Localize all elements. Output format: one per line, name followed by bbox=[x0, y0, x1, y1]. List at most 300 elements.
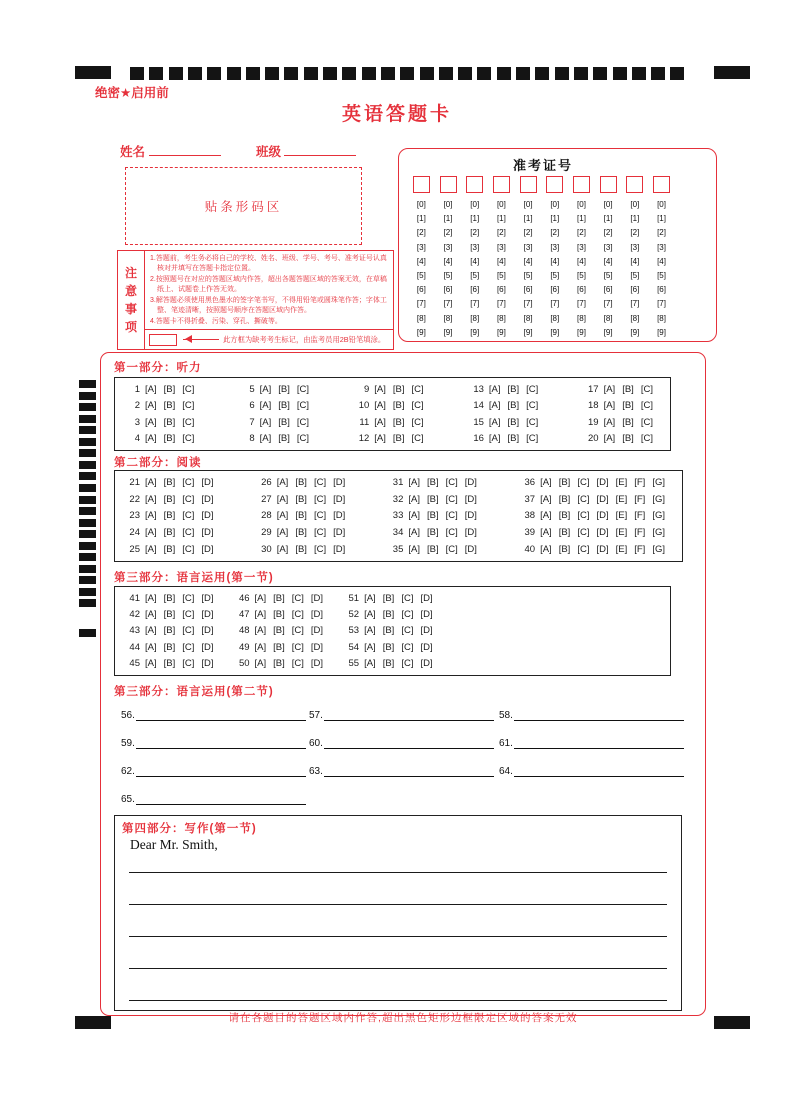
digit-bubble-1-5[interactable]: [5] bbox=[416, 271, 426, 281]
digit-bubble-6-8[interactable]: [8] bbox=[550, 313, 560, 323]
option-bubble-40-F[interactable]: [F] bbox=[634, 544, 646, 556]
option-bubble-45-C[interactable]: [C] bbox=[182, 658, 195, 670]
blank-answer-line-62[interactable] bbox=[136, 763, 306, 777]
option-bubble-31-D[interactable]: [D] bbox=[464, 476, 477, 488]
exam-number-write-box-3[interactable] bbox=[466, 176, 483, 193]
option-bubble-41-B[interactable]: [B] bbox=[163, 592, 176, 604]
digit-bubble-4-6[interactable]: [6] bbox=[496, 285, 506, 295]
option-bubble-12-C[interactable]: [C] bbox=[411, 433, 424, 445]
class-input-line[interactable] bbox=[284, 142, 356, 156]
option-bubble-26-D[interactable]: [D] bbox=[333, 476, 346, 488]
digit-bubble-6-6[interactable]: [6] bbox=[550, 285, 560, 295]
option-bubble-7-C[interactable]: [C] bbox=[296, 416, 310, 428]
option-bubble-9-B[interactable]: [B] bbox=[392, 383, 405, 395]
blank-answer-line-65[interactable] bbox=[136, 791, 306, 805]
option-bubble-42-C[interactable]: [C] bbox=[182, 609, 195, 621]
option-bubble-28-A[interactable]: [A] bbox=[276, 510, 289, 522]
option-bubble-38-A[interactable]: [A] bbox=[540, 510, 552, 522]
option-bubble-46-D[interactable]: [D] bbox=[310, 592, 324, 604]
digit-bubble-10-9[interactable]: [9] bbox=[657, 327, 666, 337]
digit-bubble-2-0[interactable]: [0] bbox=[443, 200, 453, 209]
option-bubble-24-B[interactable]: [B] bbox=[163, 527, 176, 539]
option-bubble-2-A[interactable]: [A] bbox=[145, 400, 157, 412]
option-bubble-31-A[interactable]: [A] bbox=[408, 476, 420, 488]
digit-bubble-9-6[interactable]: [6] bbox=[630, 285, 640, 295]
digit-bubble-2-6[interactable]: [6] bbox=[443, 285, 453, 295]
digit-bubble-10-1[interactable]: [1] bbox=[657, 214, 666, 224]
option-bubble-52-A[interactable]: [A] bbox=[364, 609, 376, 621]
digit-bubble-4-1[interactable]: [1] bbox=[496, 214, 506, 224]
option-bubble-33-C[interactable]: [C] bbox=[445, 510, 458, 522]
option-bubble-36-E[interactable]: [E] bbox=[615, 476, 628, 488]
digit-bubble-6-1[interactable]: [1] bbox=[550, 214, 560, 224]
option-bubble-14-B[interactable]: [B] bbox=[507, 400, 520, 412]
option-bubble-46-B[interactable]: [B] bbox=[273, 592, 285, 604]
blank-answer-line-57[interactable] bbox=[324, 707, 494, 721]
option-bubble-54-C[interactable]: [C] bbox=[401, 641, 414, 653]
digit-bubble-10-0[interactable]: [0] bbox=[657, 200, 666, 209]
option-bubble-21-C[interactable]: [C] bbox=[182, 476, 195, 488]
digit-bubble-7-0[interactable]: [0] bbox=[577, 200, 586, 209]
digit-bubble-3-9[interactable]: [9] bbox=[470, 327, 480, 337]
name-input-line[interactable] bbox=[149, 142, 221, 156]
option-bubble-11-C[interactable]: [C] bbox=[411, 416, 424, 428]
option-bubble-38-G[interactable]: [G] bbox=[652, 510, 665, 522]
digit-bubble-3-3[interactable]: [3] bbox=[470, 242, 480, 252]
option-bubble-7-B[interactable]: [B] bbox=[278, 416, 290, 428]
option-bubble-39-A[interactable]: [A] bbox=[540, 527, 552, 539]
digit-bubble-5-1[interactable]: [1] bbox=[523, 214, 533, 224]
exam-number-write-box-2[interactable] bbox=[440, 176, 457, 193]
option-bubble-15-A[interactable]: [A] bbox=[488, 416, 501, 428]
option-bubble-45-A[interactable]: [A] bbox=[145, 658, 157, 670]
digit-bubble-7-8[interactable]: [8] bbox=[577, 313, 586, 323]
option-bubble-19-C[interactable]: [C] bbox=[640, 416, 653, 428]
option-bubble-9-C[interactable]: [C] bbox=[411, 383, 424, 395]
option-bubble-31-B[interactable]: [B] bbox=[427, 476, 439, 488]
digit-bubble-8-7[interactable]: [7] bbox=[603, 299, 613, 309]
option-bubble-13-B[interactable]: [B] bbox=[507, 383, 520, 395]
option-bubble-26-B[interactable]: [B] bbox=[295, 476, 307, 488]
option-bubble-8-B[interactable]: [B] bbox=[278, 433, 290, 445]
blank-answer-line-64[interactable] bbox=[514, 763, 684, 777]
option-bubble-22-C[interactable]: [C] bbox=[182, 493, 195, 505]
digit-bubble-2-5[interactable]: [5] bbox=[443, 271, 453, 281]
digit-bubble-5-4[interactable]: [4] bbox=[523, 256, 533, 266]
option-bubble-7-A[interactable]: [A] bbox=[259, 416, 272, 428]
option-bubble-17-B[interactable]: [B] bbox=[622, 383, 634, 395]
absent-marker-box[interactable] bbox=[149, 334, 177, 346]
option-bubble-3-B[interactable]: [B] bbox=[163, 416, 176, 428]
option-bubble-40-G[interactable]: [G] bbox=[652, 544, 665, 556]
option-bubble-32-A[interactable]: [A] bbox=[408, 493, 420, 505]
option-bubble-39-E[interactable]: [E] bbox=[615, 527, 628, 539]
option-bubble-14-A[interactable]: [A] bbox=[488, 400, 501, 412]
option-bubble-54-A[interactable]: [A] bbox=[364, 641, 376, 653]
option-bubble-25-D[interactable]: [D] bbox=[201, 544, 214, 556]
digit-bubble-10-3[interactable]: [3] bbox=[657, 242, 666, 252]
option-bubble-25-C[interactable]: [C] bbox=[182, 544, 195, 556]
option-bubble-40-C[interactable]: [C] bbox=[577, 544, 590, 556]
option-bubble-8-A[interactable]: [A] bbox=[259, 433, 272, 445]
option-bubble-11-A[interactable]: [A] bbox=[374, 416, 386, 428]
digit-bubble-1-2[interactable]: [2] bbox=[416, 228, 426, 238]
option-bubble-32-D[interactable]: [D] bbox=[464, 493, 477, 505]
option-bubble-31-C[interactable]: [C] bbox=[445, 476, 458, 488]
digit-bubble-5-2[interactable]: [2] bbox=[523, 228, 533, 238]
option-bubble-29-B[interactable]: [B] bbox=[295, 527, 307, 539]
option-bubble-27-A[interactable]: [A] bbox=[276, 493, 289, 505]
option-bubble-38-F[interactable]: [F] bbox=[634, 510, 646, 522]
digit-bubble-10-7[interactable]: [7] bbox=[657, 299, 666, 309]
option-bubble-55-A[interactable]: [A] bbox=[364, 658, 376, 670]
option-bubble-45-B[interactable]: [B] bbox=[163, 658, 176, 670]
option-bubble-22-B[interactable]: [B] bbox=[163, 493, 176, 505]
option-bubble-16-C[interactable]: [C] bbox=[526, 433, 539, 445]
option-bubble-5-B[interactable]: [B] bbox=[278, 383, 290, 395]
exam-number-write-box-6[interactable] bbox=[546, 176, 563, 193]
option-bubble-44-A[interactable]: [A] bbox=[145, 641, 157, 653]
digit-bubble-10-2[interactable]: [2] bbox=[657, 228, 666, 238]
digit-bubble-1-9[interactable]: [9] bbox=[416, 327, 426, 337]
option-bubble-27-B[interactable]: [B] bbox=[295, 493, 307, 505]
option-bubble-25-B[interactable]: [B] bbox=[163, 544, 176, 556]
option-bubble-36-G[interactable]: [G] bbox=[652, 476, 665, 488]
option-bubble-9-A[interactable]: [A] bbox=[374, 383, 386, 395]
digit-bubble-3-6[interactable]: [6] bbox=[470, 285, 480, 295]
digit-bubble-6-2[interactable]: [2] bbox=[550, 228, 560, 238]
option-bubble-28-C[interactable]: [C] bbox=[313, 510, 327, 522]
option-bubble-28-D[interactable]: [D] bbox=[333, 510, 346, 522]
option-bubble-4-A[interactable]: [A] bbox=[145, 433, 157, 445]
writing-line-5[interactable] bbox=[129, 1000, 667, 1001]
option-bubble-37-D[interactable]: [D] bbox=[596, 493, 609, 505]
blank-answer-line-59[interactable] bbox=[136, 735, 306, 749]
option-bubble-26-C[interactable]: [C] bbox=[313, 476, 327, 488]
option-bubble-40-D[interactable]: [D] bbox=[596, 544, 609, 556]
option-bubble-29-D[interactable]: [D] bbox=[333, 527, 346, 539]
option-bubble-10-B[interactable]: [B] bbox=[392, 400, 405, 412]
option-bubble-30-D[interactable]: [D] bbox=[333, 544, 346, 556]
digit-bubble-1-8[interactable]: [8] bbox=[416, 313, 426, 323]
option-bubble-6-C[interactable]: [C] bbox=[296, 400, 310, 412]
option-bubble-38-E[interactable]: [E] bbox=[615, 510, 628, 522]
option-bubble-23-B[interactable]: [B] bbox=[163, 510, 176, 522]
option-bubble-52-D[interactable]: [D] bbox=[420, 609, 433, 621]
exam-number-write-box-4[interactable] bbox=[493, 176, 510, 193]
option-bubble-36-F[interactable]: [F] bbox=[634, 476, 646, 488]
option-bubble-43-D[interactable]: [D] bbox=[201, 625, 214, 637]
option-bubble-52-C[interactable]: [C] bbox=[401, 609, 414, 621]
option-bubble-44-B[interactable]: [B] bbox=[163, 641, 176, 653]
option-bubble-33-D[interactable]: [D] bbox=[464, 510, 477, 522]
option-bubble-54-B[interactable]: [B] bbox=[382, 641, 395, 653]
option-bubble-42-B[interactable]: [B] bbox=[163, 609, 176, 621]
option-bubble-10-C[interactable]: [C] bbox=[411, 400, 424, 412]
option-bubble-37-G[interactable]: [G] bbox=[652, 493, 665, 505]
digit-bubble-1-6[interactable]: [6] bbox=[416, 285, 426, 295]
digit-bubble-8-1[interactable]: [1] bbox=[603, 214, 613, 224]
option-bubble-46-A[interactable]: [A] bbox=[254, 592, 267, 604]
option-bubble-46-C[interactable]: [C] bbox=[291, 592, 304, 604]
option-bubble-39-B[interactable]: [B] bbox=[558, 527, 571, 539]
option-bubble-18-C[interactable]: [C] bbox=[640, 400, 653, 412]
digit-bubble-1-4[interactable]: [4] bbox=[416, 256, 426, 266]
option-bubble-3-A[interactable]: [A] bbox=[145, 416, 157, 428]
option-bubble-34-C[interactable]: [C] bbox=[445, 527, 458, 539]
option-bubble-41-D[interactable]: [D] bbox=[201, 592, 214, 604]
digit-bubble-9-9[interactable]: [9] bbox=[630, 327, 640, 337]
option-bubble-41-C[interactable]: [C] bbox=[182, 592, 195, 604]
option-bubble-19-B[interactable]: [B] bbox=[622, 416, 634, 428]
exam-number-write-box-5[interactable] bbox=[520, 176, 537, 193]
digit-bubble-2-3[interactable]: [3] bbox=[443, 242, 453, 252]
digit-bubble-7-2[interactable]: [2] bbox=[577, 228, 586, 238]
option-bubble-44-C[interactable]: [C] bbox=[182, 641, 195, 653]
option-bubble-20-C[interactable]: [C] bbox=[640, 433, 653, 445]
option-bubble-20-B[interactable]: [B] bbox=[622, 433, 634, 445]
option-bubble-39-D[interactable]: [D] bbox=[596, 527, 609, 539]
option-bubble-37-A[interactable]: [A] bbox=[540, 493, 552, 505]
option-bubble-4-B[interactable]: [B] bbox=[163, 433, 176, 445]
digit-bubble-5-9[interactable]: [9] bbox=[523, 327, 533, 337]
option-bubble-37-F[interactable]: [F] bbox=[634, 493, 646, 505]
option-bubble-35-A[interactable]: [A] bbox=[408, 544, 420, 556]
digit-bubble-6-3[interactable]: [3] bbox=[550, 242, 560, 252]
digit-bubble-7-5[interactable]: [5] bbox=[577, 271, 586, 281]
option-bubble-26-A[interactable]: [A] bbox=[276, 476, 289, 488]
option-bubble-44-D[interactable]: [D] bbox=[201, 641, 214, 653]
option-bubble-35-B[interactable]: [B] bbox=[427, 544, 439, 556]
option-bubble-35-C[interactable]: [C] bbox=[445, 544, 458, 556]
option-bubble-35-D[interactable]: [D] bbox=[464, 544, 477, 556]
option-bubble-40-E[interactable]: [E] bbox=[615, 544, 628, 556]
option-bubble-50-D[interactable]: [D] bbox=[310, 658, 324, 670]
digit-bubble-1-1[interactable]: [1] bbox=[416, 214, 426, 224]
option-bubble-17-C[interactable]: [C] bbox=[640, 383, 653, 395]
option-bubble-17-A[interactable]: [A] bbox=[603, 383, 616, 395]
option-bubble-24-A[interactable]: [A] bbox=[145, 527, 157, 539]
option-bubble-1-A[interactable]: [A] bbox=[145, 383, 157, 395]
option-bubble-39-F[interactable]: [F] bbox=[634, 527, 646, 539]
option-bubble-36-B[interactable]: [B] bbox=[558, 476, 571, 488]
digit-bubble-6-5[interactable]: [5] bbox=[550, 271, 560, 281]
option-bubble-38-C[interactable]: [C] bbox=[577, 510, 590, 522]
option-bubble-45-D[interactable]: [D] bbox=[201, 658, 214, 670]
digit-bubble-5-8[interactable]: [8] bbox=[523, 313, 533, 323]
option-bubble-49-B[interactable]: [B] bbox=[273, 641, 285, 653]
option-bubble-16-B[interactable]: [B] bbox=[507, 433, 520, 445]
digit-bubble-1-3[interactable]: [3] bbox=[416, 242, 426, 252]
writing-line-4[interactable] bbox=[129, 968, 667, 969]
option-bubble-2-B[interactable]: [B] bbox=[163, 400, 176, 412]
option-bubble-37-C[interactable]: [C] bbox=[577, 493, 590, 505]
option-bubble-30-A[interactable]: [A] bbox=[276, 544, 289, 556]
digit-bubble-1-7[interactable]: [7] bbox=[416, 299, 426, 309]
digit-bubble-3-5[interactable]: [5] bbox=[470, 271, 480, 281]
digit-bubble-5-7[interactable]: [7] bbox=[523, 299, 533, 309]
option-bubble-2-C[interactable]: [C] bbox=[182, 400, 195, 412]
option-bubble-55-B[interactable]: [B] bbox=[382, 658, 395, 670]
option-bubble-13-C[interactable]: [C] bbox=[526, 383, 539, 395]
digit-bubble-10-4[interactable]: [4] bbox=[657, 256, 666, 266]
option-bubble-48-B[interactable]: [B] bbox=[273, 625, 285, 637]
digit-bubble-4-8[interactable]: [8] bbox=[496, 313, 506, 323]
digit-bubble-8-5[interactable]: [5] bbox=[603, 271, 613, 281]
digit-bubble-2-2[interactable]: [2] bbox=[443, 228, 453, 238]
option-bubble-42-D[interactable]: [D] bbox=[201, 609, 214, 621]
option-bubble-38-B[interactable]: [B] bbox=[558, 510, 571, 522]
option-bubble-43-C[interactable]: [C] bbox=[182, 625, 195, 637]
digit-bubble-9-7[interactable]: [7] bbox=[630, 299, 640, 309]
option-bubble-15-C[interactable]: [C] bbox=[526, 416, 539, 428]
option-bubble-24-D[interactable]: [D] bbox=[201, 527, 214, 539]
option-bubble-48-A[interactable]: [A] bbox=[254, 625, 267, 637]
blank-answer-line-60[interactable] bbox=[324, 735, 494, 749]
option-bubble-3-C[interactable]: [C] bbox=[182, 416, 195, 428]
digit-bubble-5-3[interactable]: [3] bbox=[523, 242, 533, 252]
exam-number-write-box-9[interactable] bbox=[626, 176, 643, 193]
exam-number-write-box-10[interactable] bbox=[653, 176, 670, 193]
option-bubble-12-B[interactable]: [B] bbox=[392, 433, 405, 445]
option-bubble-40-B[interactable]: [B] bbox=[558, 544, 571, 556]
option-bubble-39-C[interactable]: [C] bbox=[577, 527, 590, 539]
digit-bubble-9-2[interactable]: [2] bbox=[630, 228, 640, 238]
option-bubble-11-B[interactable]: [B] bbox=[392, 416, 405, 428]
blank-answer-line-63[interactable] bbox=[324, 763, 494, 777]
digit-bubble-9-0[interactable]: [0] bbox=[630, 200, 640, 209]
digit-bubble-3-2[interactable]: [2] bbox=[470, 228, 480, 238]
digit-bubble-4-2[interactable]: [2] bbox=[496, 228, 506, 238]
option-bubble-53-C[interactable]: [C] bbox=[401, 625, 414, 637]
digit-bubble-3-0[interactable]: [0] bbox=[470, 200, 480, 209]
option-bubble-18-B[interactable]: [B] bbox=[622, 400, 634, 412]
option-bubble-47-C[interactable]: [C] bbox=[291, 609, 304, 621]
option-bubble-55-C[interactable]: [C] bbox=[401, 658, 414, 670]
digit-bubble-7-7[interactable]: [7] bbox=[577, 299, 586, 309]
option-bubble-1-C[interactable]: [C] bbox=[182, 383, 195, 395]
blank-answer-line-58[interactable] bbox=[514, 707, 684, 721]
option-bubble-49-C[interactable]: [C] bbox=[291, 641, 304, 653]
option-bubble-43-B[interactable]: [B] bbox=[163, 625, 176, 637]
option-bubble-53-A[interactable]: [A] bbox=[364, 625, 376, 637]
option-bubble-53-D[interactable]: [D] bbox=[420, 625, 433, 637]
option-bubble-24-C[interactable]: [C] bbox=[182, 527, 195, 539]
digit-bubble-7-1[interactable]: [1] bbox=[577, 214, 586, 224]
digit-bubble-3-8[interactable]: [8] bbox=[470, 313, 480, 323]
digit-bubble-8-3[interactable]: [3] bbox=[603, 242, 613, 252]
digit-bubble-3-1[interactable]: [1] bbox=[470, 214, 480, 224]
option-bubble-37-E[interactable]: [E] bbox=[615, 493, 628, 505]
option-bubble-30-B[interactable]: [B] bbox=[295, 544, 307, 556]
option-bubble-4-C[interactable]: [C] bbox=[182, 433, 195, 445]
option-bubble-52-B[interactable]: [B] bbox=[382, 609, 395, 621]
option-bubble-21-D[interactable]: [D] bbox=[201, 476, 214, 488]
option-bubble-33-A[interactable]: [A] bbox=[408, 510, 420, 522]
option-bubble-19-A[interactable]: [A] bbox=[603, 416, 616, 428]
option-bubble-34-B[interactable]: [B] bbox=[427, 527, 439, 539]
digit-bubble-8-8[interactable]: [8] bbox=[603, 313, 613, 323]
digit-bubble-7-9[interactable]: [9] bbox=[577, 327, 586, 337]
option-bubble-51-A[interactable]: [A] bbox=[364, 592, 376, 604]
digit-bubble-8-9[interactable]: [9] bbox=[603, 327, 613, 337]
option-bubble-13-A[interactable]: [A] bbox=[488, 383, 501, 395]
option-bubble-16-A[interactable]: [A] bbox=[488, 433, 501, 445]
option-bubble-49-D[interactable]: [D] bbox=[310, 641, 324, 653]
option-bubble-18-A[interactable]: [A] bbox=[603, 400, 616, 412]
digit-bubble-9-1[interactable]: [1] bbox=[630, 214, 640, 224]
exam-number-write-box-1[interactable] bbox=[413, 176, 430, 193]
option-bubble-41-A[interactable]: [A] bbox=[145, 592, 157, 604]
option-bubble-55-D[interactable]: [D] bbox=[420, 658, 433, 670]
option-bubble-33-B[interactable]: [B] bbox=[427, 510, 439, 522]
writing-line-3[interactable] bbox=[129, 936, 667, 937]
option-bubble-43-A[interactable]: [A] bbox=[145, 625, 157, 637]
digit-bubble-7-6[interactable]: [6] bbox=[577, 285, 586, 295]
exam-number-write-box-8[interactable] bbox=[600, 176, 617, 193]
option-bubble-47-D[interactable]: [D] bbox=[310, 609, 324, 621]
option-bubble-27-D[interactable]: [D] bbox=[333, 493, 346, 505]
option-bubble-36-C[interactable]: [C] bbox=[577, 476, 590, 488]
digit-bubble-4-0[interactable]: [0] bbox=[496, 200, 506, 209]
digit-bubble-5-5[interactable]: [5] bbox=[523, 271, 533, 281]
digit-bubble-2-8[interactable]: [8] bbox=[443, 313, 453, 323]
option-bubble-30-C[interactable]: [C] bbox=[313, 544, 327, 556]
option-bubble-1-B[interactable]: [B] bbox=[163, 383, 176, 395]
digit-bubble-5-6[interactable]: [6] bbox=[523, 285, 533, 295]
option-bubble-5-A[interactable]: [A] bbox=[259, 383, 272, 395]
option-bubble-20-A[interactable]: [A] bbox=[603, 433, 616, 445]
digit-bubble-10-6[interactable]: [6] bbox=[657, 285, 666, 295]
option-bubble-49-A[interactable]: [A] bbox=[254, 641, 267, 653]
option-bubble-21-B[interactable]: [B] bbox=[163, 476, 176, 488]
digit-bubble-8-4[interactable]: [4] bbox=[603, 256, 613, 266]
option-bubble-51-D[interactable]: [D] bbox=[420, 592, 433, 604]
digit-bubble-10-8[interactable]: [8] bbox=[657, 313, 666, 323]
digit-bubble-10-5[interactable]: [5] bbox=[657, 271, 666, 281]
digit-bubble-6-7[interactable]: [7] bbox=[550, 299, 560, 309]
option-bubble-22-D[interactable]: [D] bbox=[201, 493, 214, 505]
option-bubble-39-G[interactable]: [G] bbox=[652, 527, 665, 539]
option-bubble-6-A[interactable]: [A] bbox=[259, 400, 272, 412]
option-bubble-42-A[interactable]: [A] bbox=[145, 609, 157, 621]
option-bubble-28-B[interactable]: [B] bbox=[295, 510, 307, 522]
digit-bubble-2-1[interactable]: [1] bbox=[443, 214, 453, 224]
option-bubble-36-D[interactable]: [D] bbox=[596, 476, 609, 488]
option-bubble-54-D[interactable]: [D] bbox=[420, 641, 433, 653]
digit-bubble-4-3[interactable]: [3] bbox=[496, 242, 506, 252]
option-bubble-29-A[interactable]: [A] bbox=[276, 527, 289, 539]
option-bubble-10-A[interactable]: [A] bbox=[374, 400, 386, 412]
option-bubble-34-D[interactable]: [D] bbox=[464, 527, 477, 539]
option-bubble-36-A[interactable]: [A] bbox=[540, 476, 552, 488]
digit-bubble-4-9[interactable]: [9] bbox=[496, 327, 506, 337]
option-bubble-15-B[interactable]: [B] bbox=[507, 416, 520, 428]
option-bubble-23-A[interactable]: [A] bbox=[145, 510, 157, 522]
option-bubble-32-B[interactable]: [B] bbox=[427, 493, 439, 505]
digit-bubble-6-4[interactable]: [4] bbox=[550, 256, 560, 266]
option-bubble-34-A[interactable]: [A] bbox=[408, 527, 420, 539]
digit-bubble-3-4[interactable]: [4] bbox=[470, 256, 480, 266]
digit-bubble-8-6[interactable]: [6] bbox=[603, 285, 613, 295]
option-bubble-47-B[interactable]: [B] bbox=[273, 609, 285, 621]
option-bubble-32-C[interactable]: [C] bbox=[445, 493, 458, 505]
digit-bubble-2-7[interactable]: [7] bbox=[443, 299, 453, 309]
digit-bubble-9-8[interactable]: [8] bbox=[630, 313, 640, 323]
option-bubble-8-C[interactable]: [C] bbox=[296, 433, 310, 445]
blank-answer-line-61[interactable] bbox=[514, 735, 684, 749]
option-bubble-48-D[interactable]: [D] bbox=[310, 625, 324, 637]
